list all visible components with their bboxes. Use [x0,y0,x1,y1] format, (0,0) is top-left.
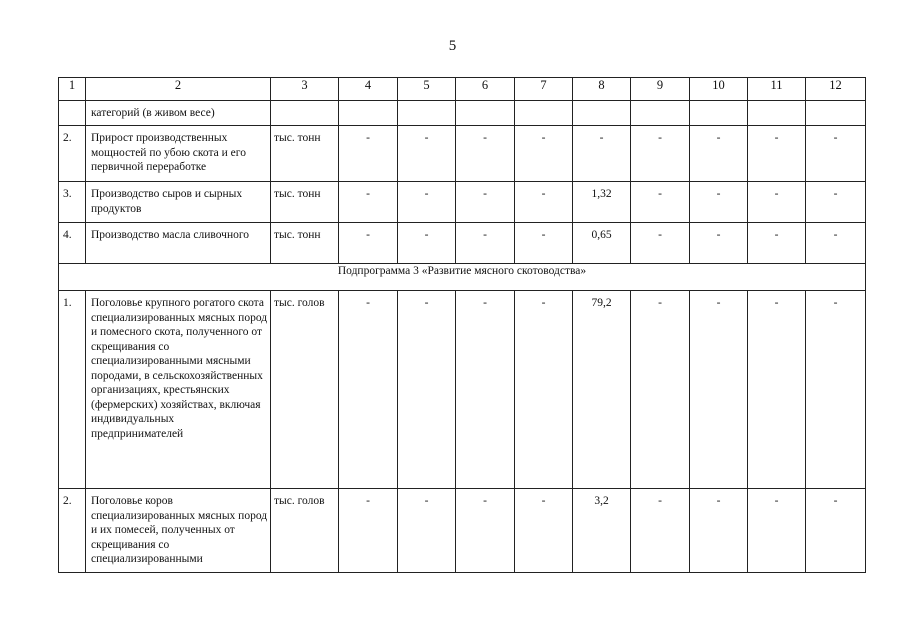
value-cell [690,101,748,126]
value-cell: - [339,182,398,223]
value-cell: - [339,126,398,182]
value-cell: 1,32 [573,182,631,223]
table-header-row [59,78,866,101]
indicator-name: категорий (в живом весе) [86,101,271,126]
column-header: 9 [631,78,690,101]
indicator-name: Поголовье коров специализированных мясных пород и их помесей, полученных от скрещивания со специализированными [86,489,271,573]
value-cell: - [806,182,866,223]
value-cell [631,101,690,126]
value-cell: - [748,489,806,573]
value-cell [398,101,456,126]
value-cell [339,101,398,126]
unit-cell: тыс. тонн [271,182,339,223]
table-row [59,489,866,573]
column-header: 4 [339,78,398,101]
value-cell: - [515,223,573,264]
subprogram-title: Подпрограмма 3 «Развитие мясного скотоводства» [59,264,866,291]
value-cell: - [573,126,631,182]
table-row [59,223,866,264]
indicator-name: Производство сыров и сырных продуктов [86,182,271,223]
indicator-name: Поголовье крупного рогатого скота специализированных мясных пород и помесного скота, полученного от скрещивания со специализированными мясными породами, в сельскохозяйственных организациях, крестьянских (фермерских) хозяйствах, включая индивидуальных предпринимателей [86,291,271,489]
value-cell: - [398,291,456,489]
value-cell: - [631,291,690,489]
value-cell: - [806,291,866,489]
value-cell: - [748,291,806,489]
row-number: 3. [59,182,86,223]
row-number: 2. [59,489,86,573]
value-cell: - [398,223,456,264]
value-cell: - [806,223,866,264]
value-cell: - [515,291,573,489]
indicator-name: Прирост производственных мощностей по убою скота и его первичной переработке [86,126,271,182]
row-number: 2. [59,126,86,182]
value-cell [748,101,806,126]
value-cell [573,101,631,126]
value-cell: - [690,223,748,264]
indicator-name: Производство масла сливочного [86,223,271,264]
column-header: 3 [271,78,339,101]
unit-cell: тыс. тонн [271,126,339,182]
row-number [59,101,86,126]
column-header: 6 [456,78,515,101]
value-cell: - [515,182,573,223]
value-cell [515,101,573,126]
row-number: 1. [59,291,86,489]
value-cell: - [748,126,806,182]
value-cell: - [690,126,748,182]
value-cell: - [631,223,690,264]
value-cell: - [515,126,573,182]
value-cell: 3,2 [573,489,631,573]
value-cell: - [690,182,748,223]
column-header: 12 [806,78,866,101]
indicators-table [58,77,866,573]
table-row [59,126,866,182]
value-cell: - [398,182,456,223]
value-cell: - [806,126,866,182]
value-cell: 0,65 [573,223,631,264]
value-cell: 79,2 [573,291,631,489]
column-header: 1 [59,78,86,101]
column-header: 2 [86,78,271,101]
column-header: 7 [515,78,573,101]
table-row [59,291,866,489]
value-cell: - [515,489,573,573]
subprogram-row [59,264,866,291]
column-header: 10 [690,78,748,101]
value-cell: - [748,182,806,223]
value-cell: - [339,291,398,489]
value-cell: - [806,489,866,573]
unit-cell: тыс. голов [271,489,339,573]
unit-cell [271,101,339,126]
value-cell: - [456,489,515,573]
value-cell [806,101,866,126]
unit-cell: тыс. тонн [271,223,339,264]
value-cell: - [456,126,515,182]
column-header: 11 [748,78,806,101]
value-cell: - [456,223,515,264]
value-cell: - [398,126,456,182]
value-cell: - [456,182,515,223]
value-cell: - [339,489,398,573]
page-number: 5 [448,38,457,54]
column-header: 5 [398,78,456,101]
value-cell: - [398,489,456,573]
value-cell: - [631,489,690,573]
table-row [59,101,866,126]
unit-cell: тыс. голов [271,291,339,489]
value-cell: - [631,126,690,182]
table-row [59,182,866,223]
value-cell: - [690,291,748,489]
row-number: 4. [59,223,86,264]
value-cell: - [690,489,748,573]
value-cell: - [631,182,690,223]
value-cell [456,101,515,126]
column-header: 8 [573,78,631,101]
value-cell: - [339,223,398,264]
value-cell: - [456,291,515,489]
value-cell: - [748,223,806,264]
